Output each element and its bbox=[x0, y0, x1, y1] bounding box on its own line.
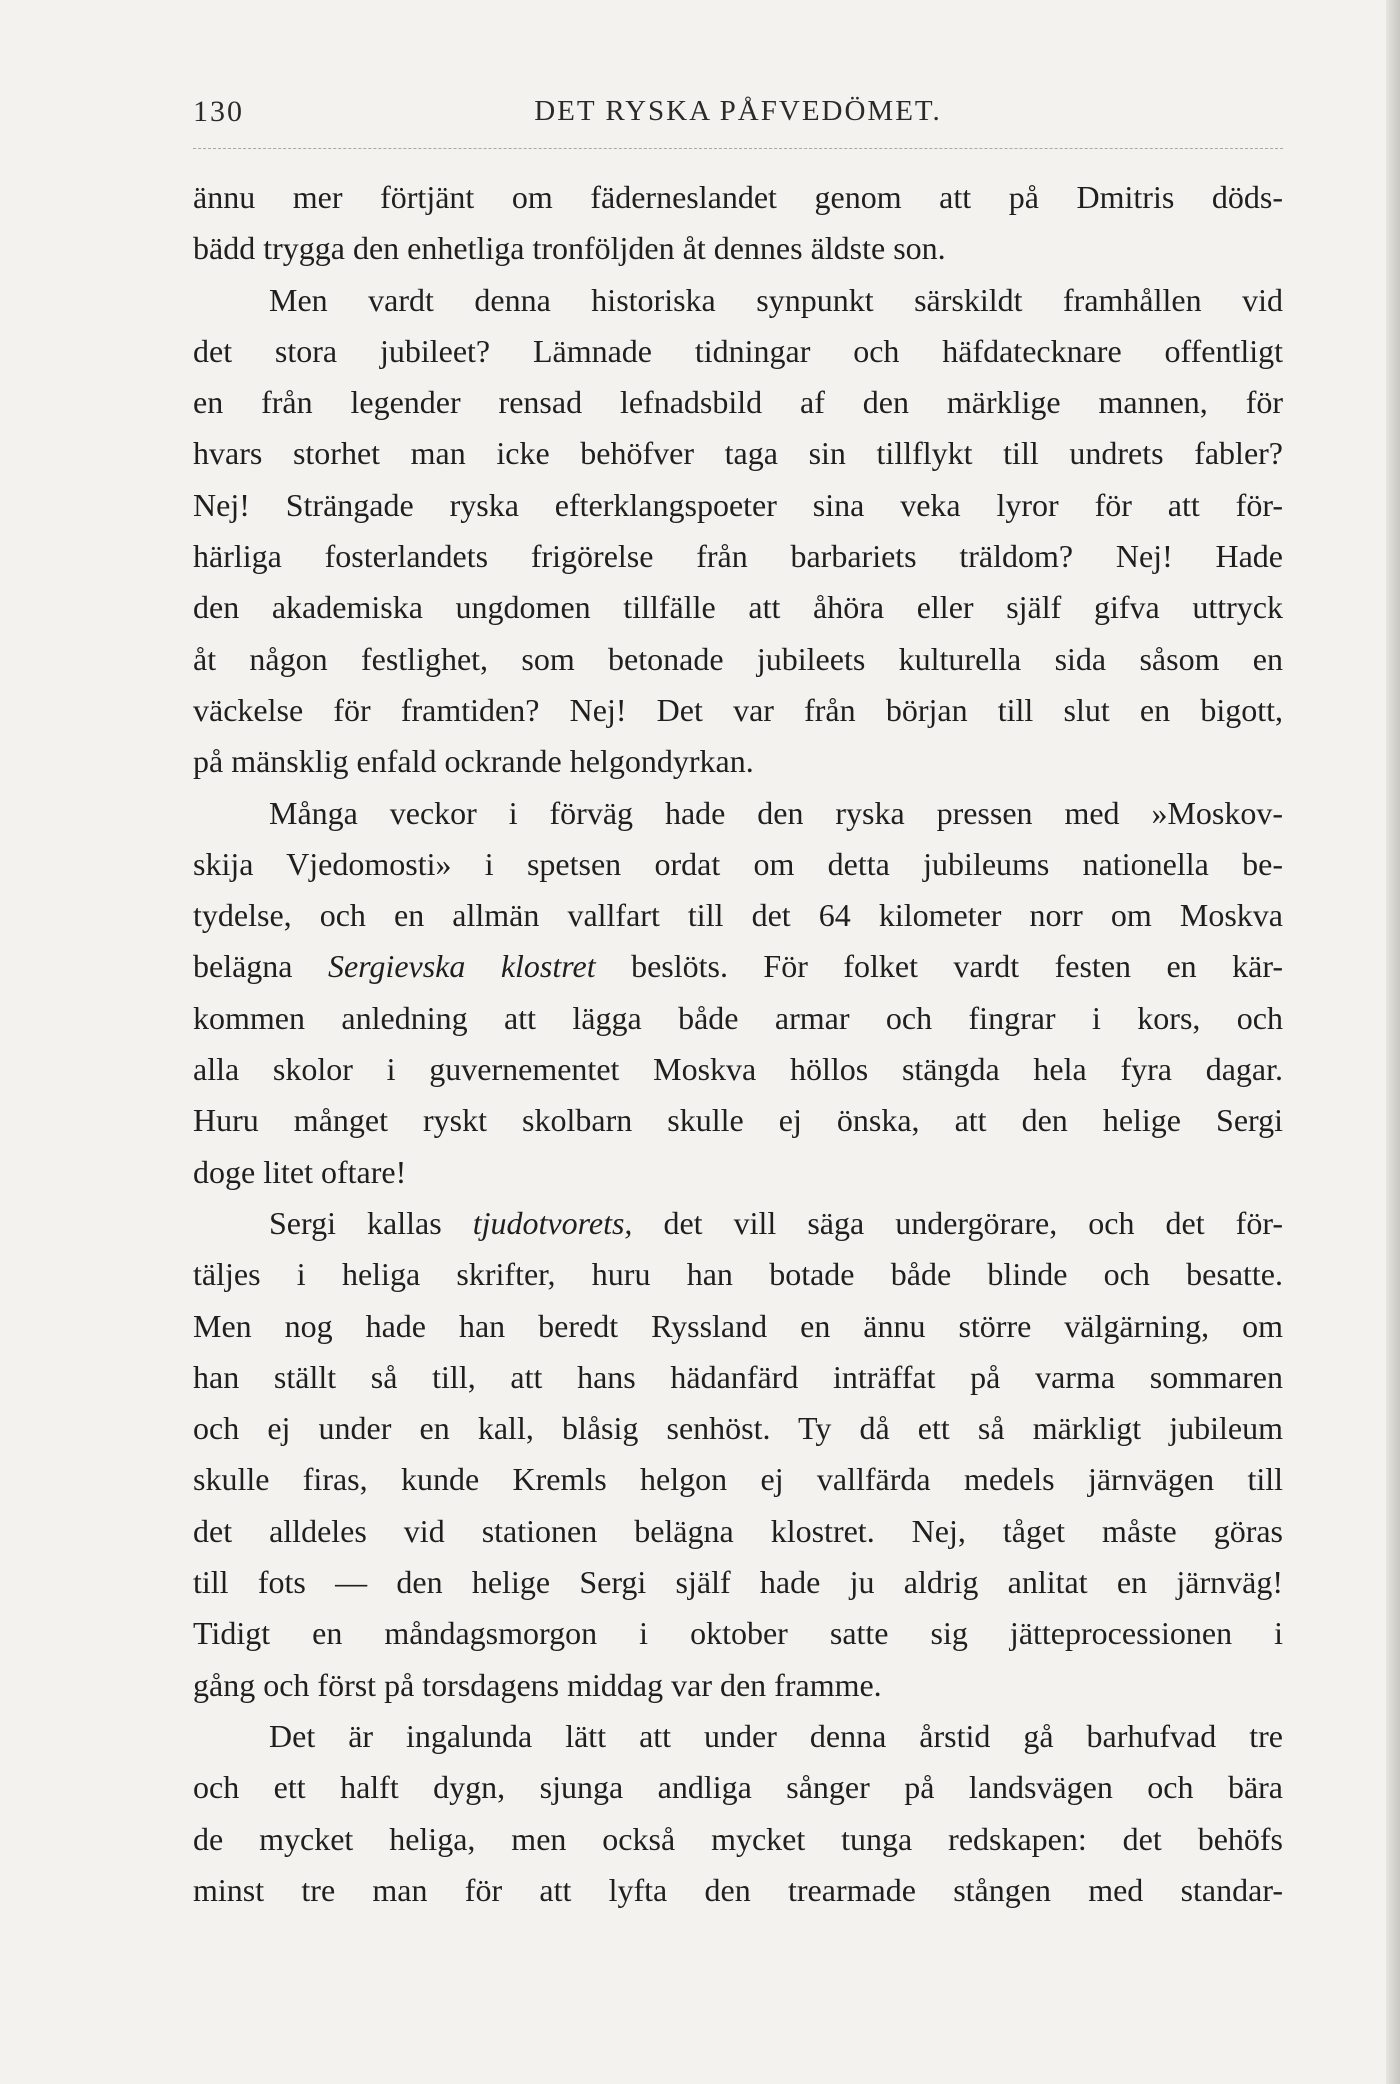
text-line: han ställt så till, att hans hädanfärd inträffat på varma sommaren bbox=[193, 1358, 1283, 1395]
paragraph bbox=[193, 1198, 1283, 1711]
text-line: den akademiska ungdomen tillfälle att åhöra eller själf gifva uttryck bbox=[193, 589, 1283, 626]
text-line: Men nog hade han beredt Ryssland en ännu större välgärning, om bbox=[193, 1307, 1283, 1344]
text-line: Nej! Strängade ryska efterklangspoeter sina veka lyror för att för- bbox=[193, 486, 1283, 523]
page-header bbox=[193, 95, 1283, 135]
text-line: ännu mer förtjänt om fäderneslandet genom att på Dmitris döds- bbox=[193, 179, 1283, 215]
text-line: doge litet oftare! bbox=[193, 1153, 407, 1190]
text-line: och ett halft dygn, sjunga andliga sånger på landsvägen och bära bbox=[193, 1769, 1283, 1806]
paragraph bbox=[193, 788, 1283, 1198]
paragraph bbox=[193, 1711, 1283, 1916]
text-line: härliga fosterlandets frigörelse från barbariets träldom? Nej! Hade bbox=[193, 538, 1283, 575]
text-line: det alldeles vid stationen belägna klostret. Nej, tåget måste göras bbox=[193, 1512, 1283, 1549]
text-line: Det är ingalunda lätt att under denna årstid gå barhufvad tre bbox=[269, 1717, 1283, 1754]
text-line: Tidigt en måndagsmorgon i oktober satte sig jätteprocessionen i bbox=[193, 1615, 1283, 1652]
text-segment: beslöts. För folket vardt festen en kär- bbox=[595, 948, 1283, 985]
text-line: åt någon festlighet, som betonade jubileets kulturella sida såsom en bbox=[193, 640, 1283, 677]
header-rule bbox=[193, 148, 1283, 149]
text-line: på mänsklig enfald ockrande helgondyrkan. bbox=[193, 743, 754, 780]
text-line: alla skolor i guvernementet Moskva höllos stängda hela fyra dagar. bbox=[193, 1051, 1283, 1088]
text-line: och ej under en kall, blåsig senhöst. Ty då ett så märkligt jubileum bbox=[193, 1410, 1283, 1447]
text-line bbox=[193, 941, 1283, 992]
text-segment: det vill säga undergörare, och det för- bbox=[632, 1204, 1283, 1241]
text-line: de mycket heliga, men också mycket tunga redskapen: det behöfs bbox=[193, 1820, 1283, 1857]
text-line bbox=[193, 1198, 1283, 1249]
paragraph bbox=[193, 275, 1283, 788]
text-line: tydelse, och en allmän vallfart till det 64 kilometer norr om Moskva bbox=[193, 897, 1283, 934]
text-line: en från legender rensad lefnadsbild af den märklige mannen, för bbox=[193, 384, 1283, 421]
text-line: Men vardt denna historiska synpunkt särskildt framhållen vid bbox=[269, 281, 1283, 318]
text-line: skulle firas, kunde Kremls helgon ej vallfärda medels järnvägen till bbox=[193, 1461, 1283, 1498]
italic-phrase: tjudotvorets, bbox=[472, 1204, 633, 1241]
text-line: Många veckor i förväg hade den ryska pressen med »Moskov- bbox=[269, 794, 1283, 831]
text-segment: Sergi kallas bbox=[269, 1204, 473, 1241]
text-line: hvars storhet man icke behöfver taga sin tillflykt till undrets fabler? bbox=[193, 435, 1283, 472]
text-line: skija Vjedomosti» i spetsen ordat om detta jubileums nationella be- bbox=[193, 845, 1283, 882]
page-edge bbox=[1386, 0, 1400, 2084]
body-text bbox=[193, 172, 1283, 1916]
paragraph bbox=[193, 172, 1283, 275]
running-title: DET RYSKA PÅFVEDÖMET. bbox=[534, 95, 942, 127]
text-line: till fots — den helige Sergi själf hade ju aldrig anlitat en järnväg! bbox=[193, 1564, 1283, 1601]
text-line: bädd trygga den enhetliga tronföljden åt dennes äldste son. bbox=[193, 230, 946, 267]
italic-phrase: Sergievska klostret bbox=[327, 948, 596, 985]
text-line: Huru månget ryskt skolbarn skulle ej önska, att den helige Sergi bbox=[193, 1102, 1283, 1139]
text-line: väckelse för framtiden? Nej! Det var från början till slut en bigott, bbox=[193, 691, 1283, 728]
text-line: kommen anledning att lägga både armar och fingrar i kors, och bbox=[193, 999, 1283, 1036]
text-line: minst tre man för att lyfta den trearmade stången med standar- bbox=[193, 1871, 1283, 1908]
text-segment: belägna bbox=[193, 948, 328, 985]
text-line: det stora jubileet? Lämnade tidningar och häfdatecknare offentligt bbox=[193, 332, 1283, 369]
text-line: gång och först på torsdagens middag var den framme. bbox=[193, 1666, 882, 1703]
text-line: täljes i heliga skrifter, huru han botade både blinde och besatte. bbox=[193, 1256, 1283, 1293]
page-number: 130 bbox=[193, 95, 244, 128]
